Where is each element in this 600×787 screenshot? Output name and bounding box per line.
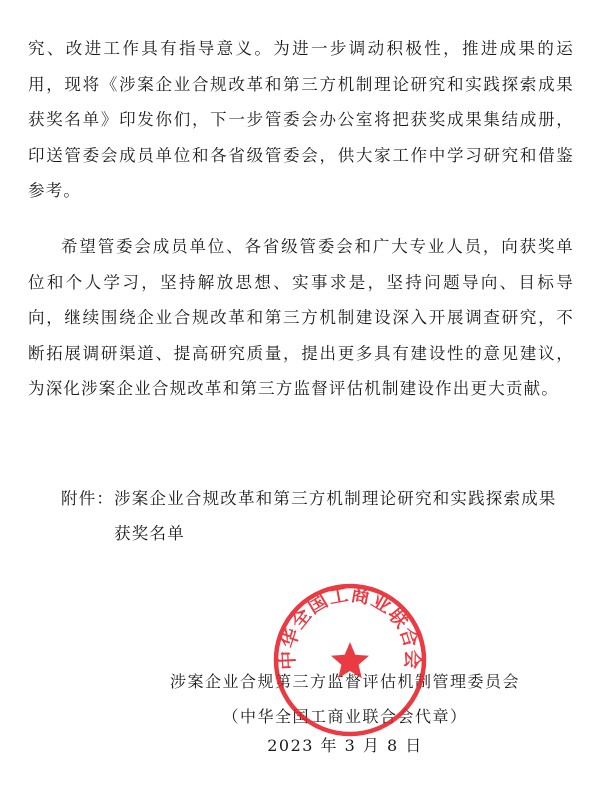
seal-star-icon (331, 642, 369, 678)
body-paragraph-2: 希望管委会成员单位、各省级管委会和广大专业人员，向获奖单位和个人学习，坚持解放思想、实事求是，坚持问题导向、目标导向，继续围绕企业合规改革和第三方机制建设深入开展调查研究，不断拓展调研渠道、提高研究质量，提出更多具有建设性的意见建议，为深化涉案企业合规改革和第三方监督评估机制建设作出更大贡献。 (28, 237, 574, 398)
signature-seal-note: （中华全国工商业联合会代章） (222, 707, 468, 726)
attachment-title: 涉案企业合规改革和第三方机制理论研究和实践探索成果获奖名单 (114, 489, 557, 543)
body-paragraph-1: 究、改进工作具有指导意义。为进一步调动积极性，推进成果的运用，现将《涉案企业合规改革和第三方机制理论研究和实践探索成果获奖名单》印发你们，下一步管委会办公室将把获奖成果集结成册，印送管委会成员单位和各省级管委会，供大家工作中学习研究和借鉴参考。 (28, 39, 574, 200)
signature-organization: 涉案企业合规第三方监督评估机制管理委员会 (169, 672, 520, 691)
attachment-block (61, 481, 571, 551)
seal-arc-text: 中华全国工商业联合会 (276, 583, 424, 671)
official-seal-stamp (270, 580, 430, 740)
signature-date: 2023 年 3 月 8 日 (267, 736, 423, 755)
attachment-label: 附件： (61, 489, 115, 508)
